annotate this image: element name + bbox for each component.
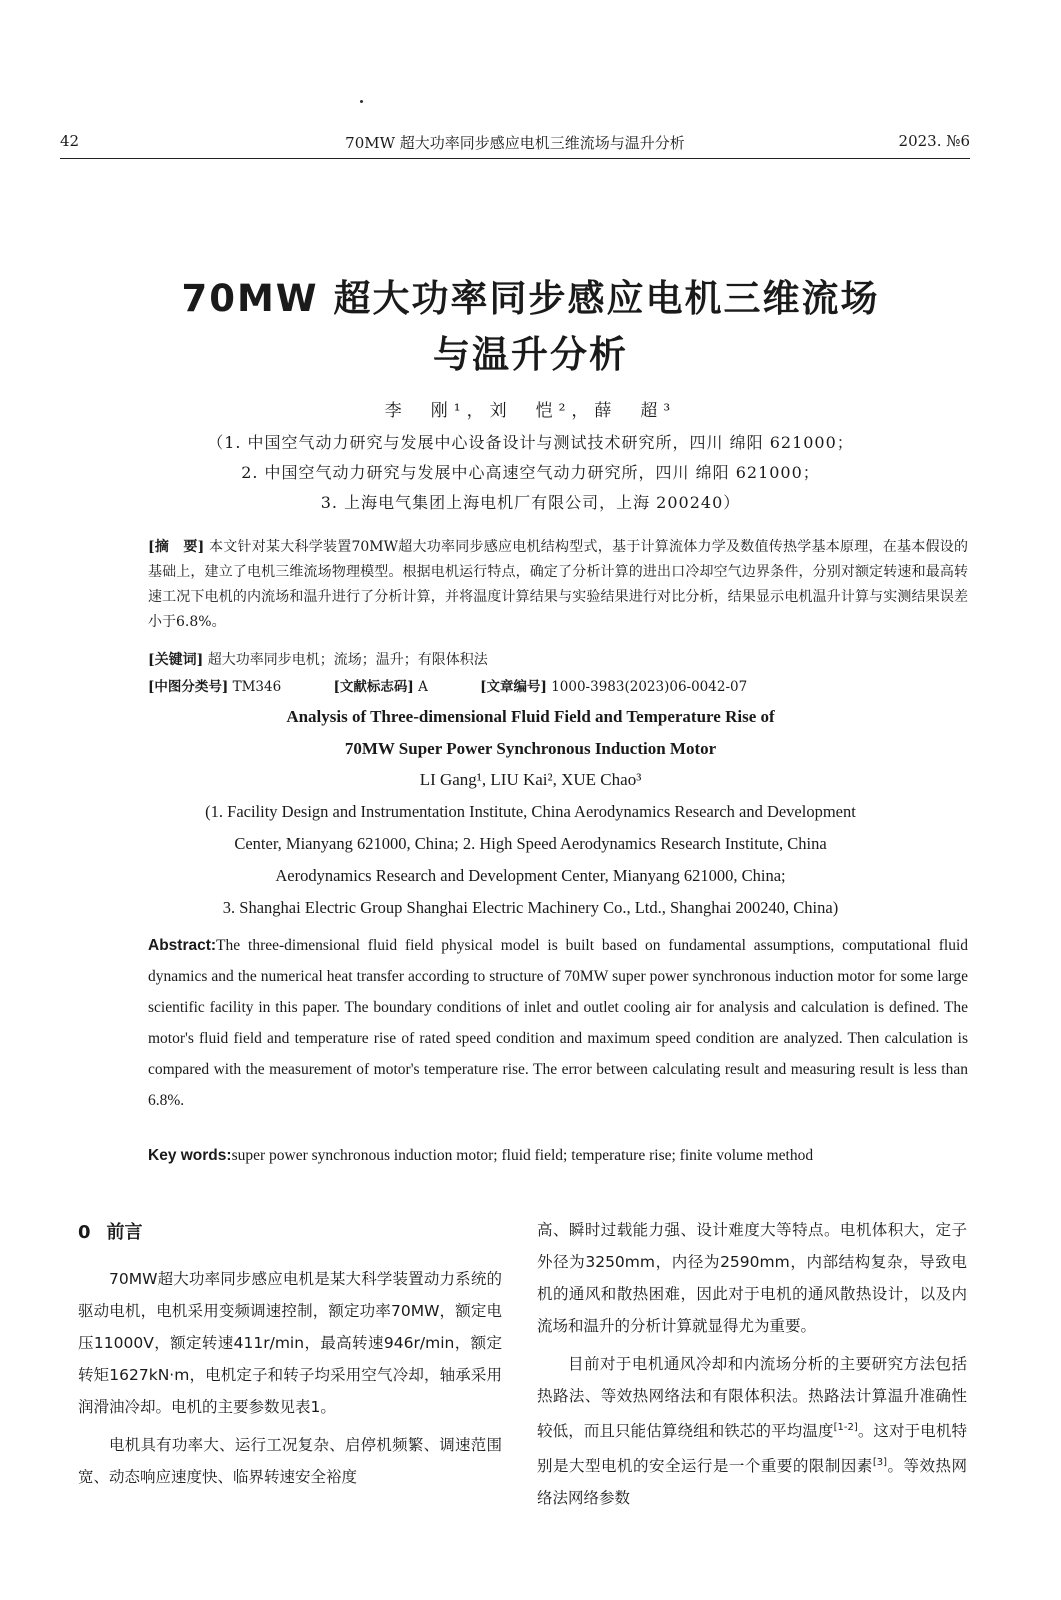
doc-code-label: [文献标志码] <box>333 679 414 695</box>
paper-title-line1: 70MW 超大功率同步感应电机三维流场 <box>181 277 880 320</box>
body-paragraph-4a: 目前对于电机通风冷却和内流场分析的主要研究方法包括热路法、等效热网络法和有限体积法。热路法计算温升准确性较低，而且只能估算绕组和铁芯的平均温度 <box>537 1355 967 1441</box>
abstract-en-label: Abstract: <box>148 937 217 954</box>
body-right-column <box>537 1214 967 1514</box>
abstract-cn <box>148 535 968 635</box>
affiliation-cn-1: （1. 中国空气动力研究与发展中心设备设计与测试技术研究所，四川 绵阳 621000； <box>207 433 854 452</box>
body-paragraph-2: 电机具有功率大、运行工况复杂、启停机频繁、调速范围宽、动态响应速度快、临界转速安全裕度 <box>78 1436 502 1486</box>
affiliation-cn-3: 3. 上海电气集团上海电机厂有限公司，上海 200240） <box>320 493 741 512</box>
keywords-en-text: super power synchronous induction motor; fluid field; temperature rise; finite volume method <box>231 1147 814 1164</box>
classification-row <box>148 675 968 695</box>
keywords-en <box>148 1140 968 1171</box>
english-title-line2: 70MW Super Power Synchronous Induction Motor <box>344 739 717 758</box>
affiliation-en-2: Center, Mianyang 621000, China; 2. High Speed Aerodynamics Research Institute, China <box>234 834 827 853</box>
page-number: 42 <box>60 132 80 150</box>
section-heading <box>78 1218 143 1244</box>
article-no-label: [文章编号] <box>480 679 547 695</box>
body-left-column <box>78 1263 502 1493</box>
citation-3: [3] <box>872 1457 888 1469</box>
affiliation-en-3: Aerodynamics Research and Development Center, Mianyang 621000, China; <box>275 866 786 885</box>
affiliation-en-4: 3. Shanghai Electric Group Shanghai Electric Machinery Co., Ltd., Shanghai 200240, China) <box>222 898 839 917</box>
citation-1-2: [1-2] <box>833 1422 858 1433</box>
abstract-en-text: The three-dimensional fluid field physical model is built based on fundamental assumptions, computational fluid dynamics and the numerical heat transfer according to structure of 70MW super power synchronous induction motor for some large scientific facility in this paper. The boundary conditions of inlet and outlet cooling air for analysis and calculation is defined. The motor's fluid field and temperature rise of rated speed condition and maximum speed condition are analyzed. Then calculation is compared with the measurement of motor's temperature rise. The error between calculating result and measuring result is less than 6.8%. <box>148 937 968 1109</box>
authors-en: LI Gang¹, LIU Kai², XUE Chao³ <box>419 770 642 789</box>
abstract-en <box>148 930 968 1116</box>
article-no-value: 1000-3983(2023)06-0042-07 <box>551 679 748 695</box>
section-number: 0 <box>78 1222 91 1243</box>
running-title: 70MW 超大功率同步感应电机三维流场与温升分析 <box>345 134 685 152</box>
body-paragraph-4 <box>537 1348 967 1514</box>
scan-speck <box>360 100 363 103</box>
keywords-cn-label: [关键词] <box>148 652 204 668</box>
affiliation-en-1: (1. Facility Design and Instrumentation Institute, China Aerodynamics Research and Development <box>205 802 856 821</box>
section-title: 前言 <box>106 1222 143 1243</box>
body-paragraph-4c: 。等效热网络法网络参数 <box>537 1457 967 1508</box>
clc-label: [中图分类号] <box>148 679 229 695</box>
authors-cn: 李 刚¹，刘 恺²，薛 超³ <box>384 401 677 421</box>
body-paragraph-1: 70MW超大功率同步感应电机是某大科学装置动力系统的驱动电机，电机采用变频调速控制，额定功率70MW，额定电压11000V，额定转速411r/min，最高转速946r/min，额定转矩1627kN·m，电机定子和转子均采用空气冷却，轴承采用润滑油冷却。电机的主要参数见表1。 <box>78 1270 502 1416</box>
abstract-cn-text: 本文针对某大科学装置70MW超大功率同步感应电机结构型式，基于计算流体力学及数值传热学基本原理，在基本假设的基础上，建立了电机三维流场物理模型。根据电机运行特点，确定了分析计算的进出口冷却空气边界条件，分别对额定转速和最高转速工况下电机的内流场和温升进行了分析计算，并将温度计算结果与实验结果进行对比分析，结果显示电机温升计算与实测结果误差小于6.8%。 <box>148 539 968 630</box>
paper-title-line2: 与温升分析 <box>433 333 628 376</box>
header-rule <box>60 158 970 159</box>
clc-value: TM346 <box>232 679 282 695</box>
doc-code-value: A <box>418 679 428 695</box>
body-paragraph-3: 高、瞬时过载能力强、设计难度大等特点。电机体积大，定子外径为3250mm，内径为2590mm，内部结构复杂，导致电机的通风和散热困难，因此对于电机的通风散热设计，以及内流场和温升的分析计算就显得尤为重要。 <box>537 1221 967 1335</box>
keywords-cn <box>148 648 968 673</box>
body-paragraph-4b: 。这对于电机特别是大型电机的安全运行是一个重要的限制因素 <box>537 1422 967 1476</box>
running-header <box>60 128 970 154</box>
abstract-cn-label: [摘 要] <box>148 539 205 555</box>
english-title-line1: Analysis of Three-dimensional Fluid Field and Temperature Rise of <box>286 707 775 726</box>
affiliation-cn-2: 2. 中国空气动力研究与发展中心高速空气动力研究所，四川 绵阳 621000； <box>241 463 820 482</box>
keywords-en-label: Key words: <box>148 1147 232 1164</box>
keywords-cn-text: 超大功率同步电机；流场；温升；有限体积法 <box>207 652 488 668</box>
issue-number: 2023. №6 <box>898 132 970 150</box>
